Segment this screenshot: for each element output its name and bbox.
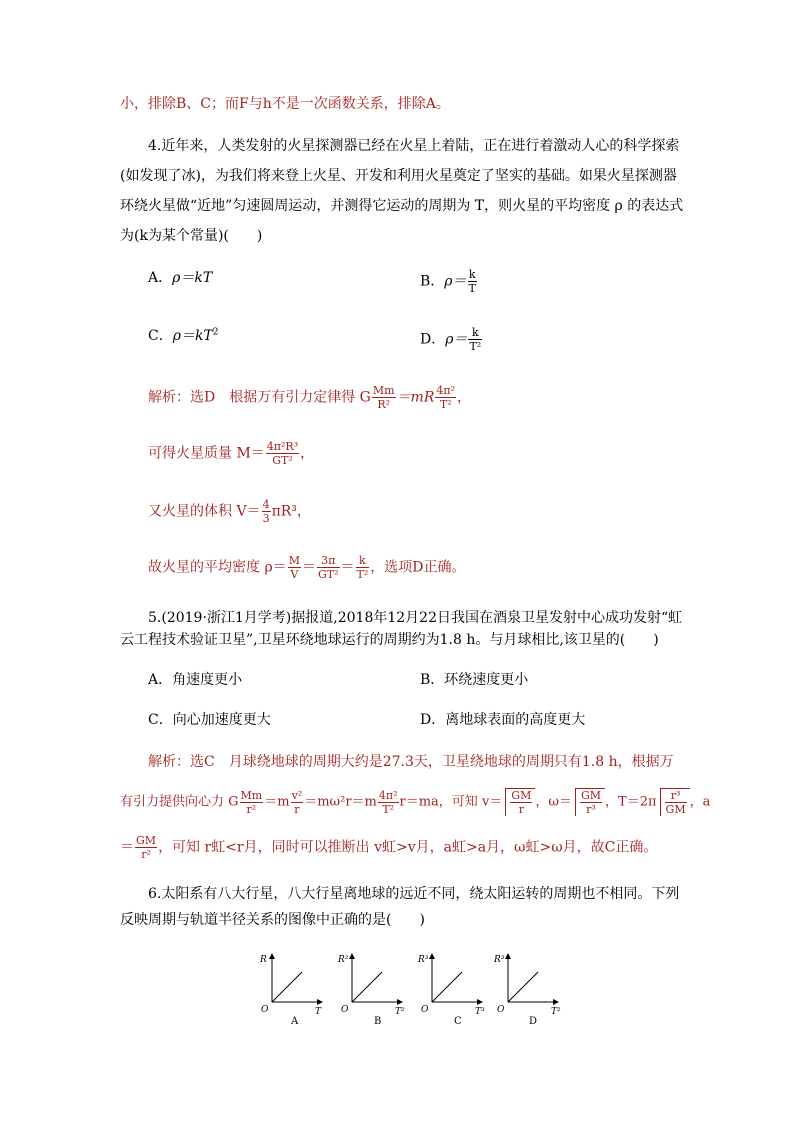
q4-analysis-line-2: 可得火星质量 M＝ $\frac{\text{4π²R³}}{\text{GT²}}$ ， [148, 440, 315, 467]
graph-c [417, 954, 485, 1027]
q5-analysis-line-1: 解析：选C 月球绕地球的周期大约是27.3天，卫星绕地球的周期只有1.8 h，根据万 [148, 754, 674, 770]
q5-analysis-line-3: ＝ $\frac{GM}{\text{r²}}$ ，可知 r虹<r月，同时可以推断出 v虹>v月，a虹>a月，ω虹>ω月，故C正确。 [120, 834, 658, 861]
graph-c-origin: O [421, 1005, 429, 1015]
graph-a-ylabel: R [260, 955, 267, 965]
q4-stem-line-1: 4.近年来，人类发射的火星探测器已经在火星上着陆，正在进行着激动人心的科学探索 [148, 138, 680, 154]
graph-d [493, 954, 561, 1027]
q4-option-b: B．ρ＝ $\frac{k}{T}$ [420, 268, 476, 295]
graph-b-xlabel: T² [395, 1007, 405, 1017]
q5-stem-line-1: 5.(2019·浙江1月学考)据报道,2018年12月22日我国在酒泉卫星发射中心成功发射“虹 [148, 610, 683, 626]
graph-c-label: C [454, 1016, 462, 1027]
graph-d-origin: O [497, 1005, 505, 1015]
graph-c-ylabel: R³ [418, 955, 429, 965]
q5-option-b: B．环绕速度更小 [420, 672, 529, 688]
q4-analysis-line-1: 解析：选D 根据万有引力定律得 G $\frac{Mm}{\text{R²}}$ ＝mR $\frac{\text{4π²}}{\text{T²}}$ ， [148, 384, 472, 411]
graph-a-xlabel: T [315, 1007, 322, 1017]
q6-stem-line-2: 反映周期与轨道半径关系的图像中正确的是( ) [120, 912, 425, 928]
q6-stem-line-1: 6.太阳系有八大行星，八大行星离地球的远近不同，绕太阳运转的周期也不相同。下列 [148, 886, 680, 902]
graph-d-label: D [529, 1016, 538, 1027]
graph-d-xlabel: T² [551, 1007, 561, 1017]
q6-graphs [0, 940, 794, 1040]
q5-stem-line-2: 云工程技术验证卫星”,卫星环绕地球运行的周期约为1.8 h。与月球相比,该卫星的( ) [120, 632, 659, 648]
previous-analysis-tail: 小，排除B、C；而F与h不是一次函数关系，排除A。 [120, 96, 450, 112]
q4-analysis-line-4: 故火星的平均密度 ρ＝ $\frac{M}{V}$ ＝ $\frac{3\pi}{\text{GT²}}$ ＝ $\frac{k}{\text{T²}}$ ，选项D正确。 [148, 554, 466, 581]
q4-stem-line-4: 为(k为某个常量)( ) [120, 228, 263, 244]
q4-option-c: C．$\rho=kT^2$ [148, 327, 219, 344]
graph-d-ylabel: R³ [494, 955, 505, 965]
graph-a-label: A [291, 1016, 299, 1027]
q4-option-a: A．ρ＝kT [148, 270, 213, 286]
q4-stem-line-3: 环绕火星做“近地”匀速圆周运动，并测得它运动的周期为 T，则火星的平均密度 ρ 的表达式 [120, 198, 684, 214]
graph-a [259, 954, 322, 1027]
q4-option-d: D．ρ＝ $\frac{k}{\text{T²}}$ [420, 326, 482, 353]
q5-option-d: D．离地球表面的高度更大 [420, 712, 586, 728]
graph-b [337, 954, 405, 1027]
q5-analysis-line-2: 有引力提供向心力 G $\frac{Mm}{\text{r²}}$ ＝m $\frac{\text{v²}}{r}$ ＝mω²r＝m $\frac{\text{4π²}}{\text{T²}}$ r＝ma，可知 v＝ $\frac{GM}{r}$ ，ω＝ $\frac{GM}{\text{r³}}$ ，T＝2π $\frac{\text{r³}}{GM}$ ，a [120, 788, 711, 816]
q4-stem-line-2: (如发现了冰)，为我们将来登上火星、开发和利用火星奠定了坚实的基础。如果火星探测器 [120, 168, 677, 184]
graph-a-origin: O [261, 1005, 269, 1015]
graph-b-origin: O [341, 1005, 349, 1015]
graph-b-label: B [374, 1016, 382, 1027]
graph-b-ylabel: R² [338, 955, 349, 965]
q5-option-a: A．角速度更小 [148, 672, 243, 688]
graph-c-xlabel: T³ [475, 1007, 485, 1017]
q4-analysis-line-3: 又火星的体积 V＝ $\frac{4}{3}$ πR³， [148, 498, 311, 525]
q5-option-c: C．向心加速度更大 [148, 712, 271, 728]
